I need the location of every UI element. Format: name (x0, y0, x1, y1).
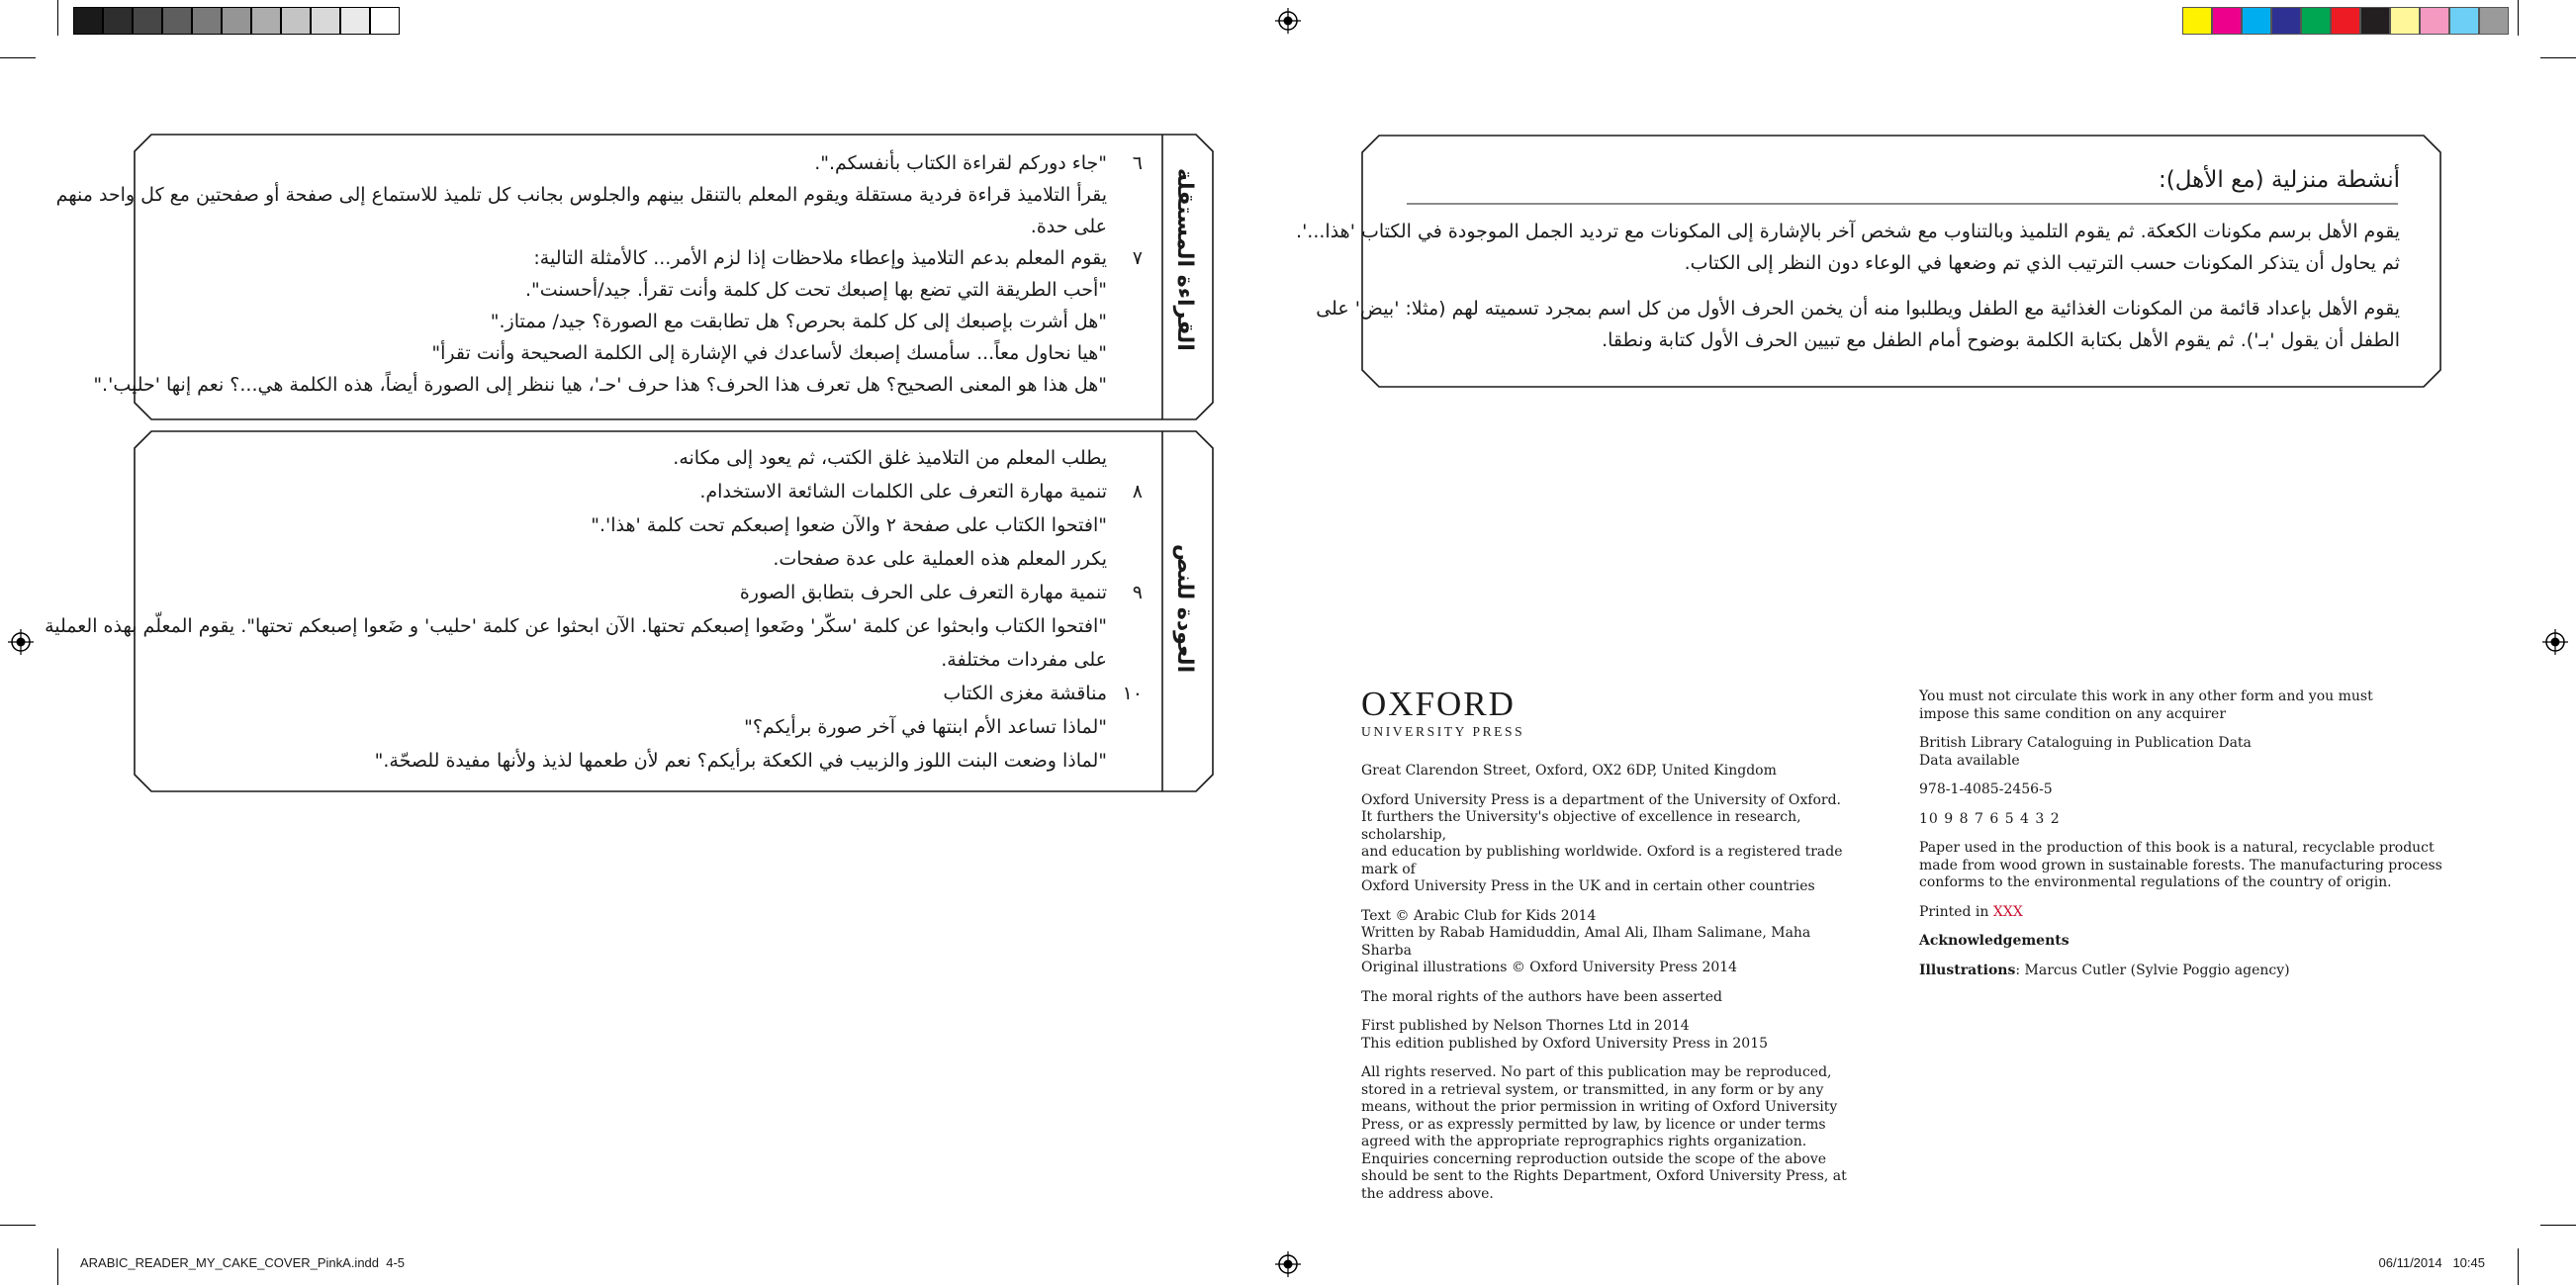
imprint-line: impose this same condition on any acquirer (1919, 705, 2227, 722)
oxford-logo (1361, 687, 1524, 740)
imprint-line: Original illustrations © Oxford University Press 2014 (1361, 960, 1738, 975)
text-line (941, 644, 1143, 677)
item-number: ٦ (1132, 152, 1143, 174)
color-swatch (311, 7, 340, 35)
text-line (699, 476, 1143, 508)
page-range: 4-5 (386, 1255, 406, 1270)
imprint-line: First published by Nelson Thornes Ltd in 2014 (1361, 1018, 1690, 1034)
color-swatch (2182, 7, 2212, 35)
line-text: يقوم المعلم بدعم التلاميذ وإعطاء ملاحظات إذا لزم الأمر... كالأمثلة التالية: (533, 247, 1107, 269)
text-line (773, 543, 1143, 576)
text-line (56, 179, 1143, 212)
return-to-text-panel (45, 430, 1214, 792)
independent-reading-body (55, 147, 1143, 414)
crop-mark-icon (2540, 1225, 2576, 1226)
rights-statement (1361, 1064, 1856, 1203)
text-line (1031, 211, 1143, 243)
home-activity-line: الطفل أن يقول 'بـ'). ثم يقوم الأهل بكتابة الكلمة بوضوح أمام الطفل مع تبيين الحرف الأول كتابة ونطقا. (1602, 329, 2400, 351)
circulation-notice (1919, 688, 2453, 723)
publisher-address: Great Clarendon Street, Oxford, OX2 6DP, United Kingdom (1361, 763, 1777, 779)
home-activities-panel (1296, 135, 2441, 388)
color-swatch (340, 7, 370, 35)
line-text: تنمية مهارة التعرف على الكلمات الشائعة الاستخدام. (699, 481, 1107, 503)
crop-mark-icon (2540, 57, 2576, 58)
section-title-independent-reading: القراءة المستقلة (1172, 168, 1197, 351)
imprint-line: stored in a retrieval system, or transmitted, in any form or by any (1361, 1081, 1824, 1098)
printed-in (1919, 904, 2453, 922)
color-swatch (2242, 7, 2271, 35)
imprint-line: You must not circulate this work in any other form and you must (1919, 688, 2373, 704)
crop-mark-icon (57, 1248, 58, 1285)
imprint-line: conforms to the environmental regulations of the country of origin. (1919, 874, 2392, 890)
imprint-line: Text © Arabic Club for Kids 2014 (1361, 907, 1597, 924)
text-line (673, 442, 1143, 475)
line-text: تنمية مهارة التعرف على الحرف بتطابق الصورة (739, 582, 1107, 603)
color-swatch (103, 7, 133, 35)
imprint-line: Press, or as expressly permitted by law, by licence or under terms (1361, 1116, 1826, 1133)
line-text: مناقشة مغزى الكتاب (943, 683, 1107, 704)
home-activities-title: أنشطة منزلية (مع الأهل): (2159, 167, 2400, 193)
publication-history (1361, 1018, 1856, 1053)
imprint-line: Oxford University Press in the UK and in certain other countries (1361, 878, 1815, 894)
registration-mark-icon (8, 629, 34, 655)
line-text: يقرأ التلاميذ قراءة فردية مستقلة ويقوم المعلم بالتنقل بينهم والجلوس بجانب كل تلميذ للاستماع إلى صفحة أو صفحتين مع كل واحد منهم (55, 184, 1107, 206)
color-swatch (2301, 7, 2331, 35)
slug-date: 06/11/2014 (2378, 1255, 2442, 1270)
line-text: "لماذا وضعت البنت اللوز والزبيب في الكعكة برأيكم؟ نعم لأن طعمها لذيذ ولأنها مفيدة للصحّة." (374, 750, 1107, 772)
imprint-line: Data available (1919, 752, 2020, 769)
crop-mark-icon (0, 1225, 36, 1226)
text-line (740, 577, 1143, 609)
imprint-line: It furthers the University's objective of excellence in research, scholarship, (1361, 809, 1801, 843)
imprint-line: should be sent to the Rights Department, Oxford University Press, at (1361, 1168, 1847, 1184)
slug-timestamp (2379, 1255, 2486, 1270)
imprint-line: and education by publishing worldwide. Oxford is a registered trade mark of (1361, 844, 1843, 877)
slug-time: 10:45 (2452, 1255, 2485, 1270)
print-line: 10 9 8 7 6 5 4 3 2 (1919, 810, 2061, 827)
color-swatch (133, 7, 162, 35)
imprint-line: the address above. (1361, 1185, 1494, 1202)
text-line (491, 306, 1143, 338)
crop-mark-icon (57, 0, 58, 36)
color-swatch (2271, 7, 2301, 35)
imprint-line: Enquiries concerning reproduction outside the scope of the above (1361, 1150, 1827, 1167)
line-text: على مفردات مختلفة. (941, 649, 1107, 671)
color-swatch (2449, 7, 2479, 35)
color-swatch (2331, 7, 2360, 35)
imprint-right-column (1919, 688, 2453, 979)
home-activity-line: يقوم الأهل برسم مكونات الكعكة. ثم يقوم التلميذ وبالتناوب مع شخص آخر بالإشارة إلى المكونات مع ترديد الجمل الموجودة في الكتاب 'هذا...'. (1296, 221, 2400, 242)
imprint-line: Oxford University Press is a department of the University of Oxford. (1361, 791, 1841, 808)
home-activities-body (1296, 216, 2400, 384)
slug-filename (80, 1255, 405, 1270)
imprint-line: means, without the prior permission in writing of Oxford University (1361, 1099, 1838, 1115)
line-text: على حدة. (1030, 216, 1107, 237)
registration-mark-icon (2542, 629, 2568, 655)
line-text: "لماذا تساعد الأم ابنتها في آخر صورة برأيكم؟" (744, 716, 1107, 738)
imprint-line: made from wood grown in sustainable forests. The manufacturing process (1919, 857, 2442, 873)
illustrations-credit (1919, 963, 2453, 980)
section-title-return-to-text: العودة للنص (1172, 543, 1197, 673)
text-line (431, 337, 1143, 370)
item-number: ٧ (1132, 247, 1143, 269)
illustrations-value: : Marcus Cutler (Sylvie Poggio agency) (2015, 962, 2290, 978)
color-swatch (73, 7, 103, 35)
line-text: "جاء دوركم لقراءة الكتاب بأنفسكم.". (814, 152, 1107, 174)
oxford-logo-wordmark: OXFORD (1361, 685, 1516, 723)
printed-in-label: Printed in (1919, 903, 1989, 920)
oxford-logo-subtitle: UNIVERSITY PRESS (1361, 724, 1525, 739)
line-text: يطلب المعلم من التلاميذ غلق الكتب، ثم يعود إلى مكانه. (673, 447, 1107, 469)
line-text: "هيا نحاول معاً... سأمسك إصبعك لأساعدك في الإشارة إلى الكلمة الصحيحة وأنت تقرأ" (431, 342, 1107, 364)
paper-notice (1919, 840, 2453, 892)
registration-mark-icon (1275, 8, 1301, 34)
color-swatch (2479, 7, 2509, 35)
imprint-line: This edition published by Oxford University Press in 2015 (1361, 1035, 1769, 1052)
home-activity-line: يقوم الأهل بإعداد قائمة من المكونات الغذائية مع الطفل ويطلبوا منه أن يخمن الحرف الأول من كل اسم بمجرد تسميته لهم (مثلا: 'بيض' على (1316, 298, 2400, 320)
text-line (591, 509, 1143, 542)
item-number: ٨ (1132, 481, 1143, 503)
line-text: "هل أشرت بإصبعك إلى كل كلمة بحرص؟ هل تطابقت مع الصورة؟ جيد/ ممتاز." (490, 311, 1107, 332)
color-swatch (2360, 7, 2390, 35)
imprint-line: All rights reserved. No part of this publication may be reproduced, (1361, 1064, 1832, 1080)
text-line (93, 369, 1143, 402)
color-swatch (192, 7, 222, 35)
color-swatch (370, 7, 400, 35)
line-text: "افتحوا الكتاب على صفحة ٢ والآن ضعوا إصبعكم تحت كلمة 'هذا'." (591, 514, 1107, 536)
return-to-text-body (45, 442, 1143, 788)
color-swatch (2212, 7, 2242, 35)
line-text: "افتحوا الكتاب وابحثوا عن كلمة 'سكّر' وضَعوا إصبعكم تحتها. الآن ابحثوا عن كلمة 'حليب' و ضَعوا إصبعكم تحتها". يقوم المعلّم بهذه العملية (45, 615, 1107, 637)
text-line (525, 274, 1143, 307)
text-line (533, 242, 1143, 275)
isbn: 978-1-4085-2456-5 (1919, 781, 2053, 797)
crop-mark-icon (2518, 1248, 2519, 1285)
cataloguing-data (1919, 735, 2453, 770)
independent-reading-panel (55, 134, 1214, 420)
line-text: يكرر المعلم هذه العملية على عدة صفحات. (773, 548, 1107, 570)
imprint-line: agreed with the appropriate reprographics rights organization. (1361, 1134, 1807, 1149)
text-line (814, 147, 1143, 180)
publisher-statement (1361, 792, 1856, 896)
registration-mark-icon (1275, 1251, 1301, 1277)
text-line (375, 745, 1143, 778)
line-text: "أحب الطريقة التي تضع بها إصبعك تحت كل كلمة وأنت تقرأ. جيد/أحسنت". (525, 279, 1107, 301)
crop-mark-icon (0, 57, 36, 58)
line-text: "هل هذا هو المعنى الصحيح؟ هل تعرف هذا الحرف؟ هذا حرف 'حـ'، هيا ننظر إلى الصورة أيضاً، هذه الكلمة هي...؟ نعم إنها 'حليب'." (93, 374, 1107, 396)
imprint-line: British Library Cataloguing in Publication Data (1919, 735, 2252, 751)
credits (1361, 908, 1856, 977)
illustrations-label: Illustrations (1919, 962, 2016, 978)
imprint-left-column (1361, 763, 1856, 1203)
text-line (943, 678, 1143, 710)
acknowledgements-heading: Acknowledgements (1919, 933, 2070, 949)
color-swatch (251, 7, 281, 35)
text-line (744, 711, 1143, 744)
printed-in-country: XXX (1992, 903, 2023, 920)
home-activity-line: ثم يحاول أن يتذكر المكونات حسب الترتيب الذي تم وضعها في الوعاء دون النظر إلى الكتاب. (1684, 252, 2400, 274)
color-swatch (2420, 7, 2449, 35)
file-name: ARABIC_READER_MY_CAKE_COVER_PinkA.indd (80, 1255, 380, 1270)
color-swatch (222, 7, 251, 35)
text-line (45, 610, 1143, 643)
imprint-line: Written by Rabab Hamiduddin, Amal Ali, Ilham Salimane, Maha Sharba (1361, 925, 1811, 959)
color-swatch (162, 7, 192, 35)
color-swatch (2390, 7, 2420, 35)
item-number: ٩ (1132, 582, 1143, 603)
moral-rights: The moral rights of the authors have been asserted (1361, 988, 1722, 1005)
imprint-line: Paper used in the production of this book is a natural, recyclable product (1919, 840, 2435, 856)
color-swatch (281, 7, 311, 35)
crop-mark-icon (2518, 0, 2519, 36)
item-number: ١٠ (1122, 683, 1143, 704)
